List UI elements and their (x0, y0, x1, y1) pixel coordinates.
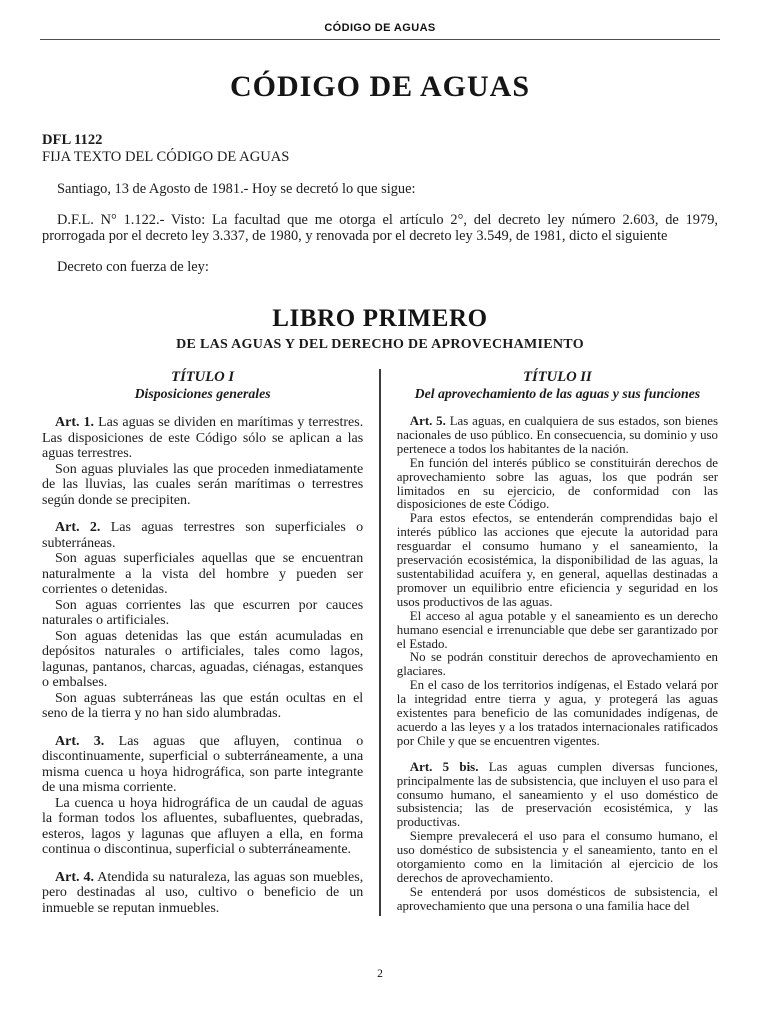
article-5 (397, 415, 718, 749)
book-heading (0, 305, 760, 353)
article-text: Las aguas, en cualquiera de sus estados, son bienes nacionales de uso público. En consecuencia, su dominio y uso pertenece a todos los habitantes de la nación. (396, 414, 719, 456)
article-5-bis (397, 761, 718, 914)
article-paragraph (42, 870, 363, 917)
running-header: CÓDIGO DE AGUAS (324, 22, 436, 34)
article-paragraph (397, 415, 718, 457)
article-paragraph: No se podrán constituir derechos de aprovechamiento en glaciares. (396, 650, 718, 679)
article-1 (42, 415, 363, 508)
article-text: Las aguas que afluyen, continua o discontinuamente, superficial o subterráneamente, a una misma cuenca u hoya hidrográfica, son parte integrante de una misma corriente. (42, 733, 364, 795)
right-column (381, 369, 718, 916)
decree-number: DFL 1122 (42, 132, 103, 148)
page-header (0, 0, 760, 40)
article-paragraph: Son aguas corrientes las que escurren por cauces naturales o artificiales. (42, 597, 364, 628)
article-paragraph (42, 520, 363, 551)
article-paragraph: Son aguas detenidas las que están acumuladas en depósitos naturales o artificiales, tales como lagos, lagunas, pantanos, charcas, aguadas, ciénagas, estanques o embalses. (42, 628, 364, 690)
article-text: Las aguas terrestres son superficiales o subterráneas. (42, 520, 364, 551)
article-4 (42, 870, 363, 917)
titulo-number: TÍTULO I (171, 369, 235, 385)
two-column-body (42, 369, 718, 916)
article-paragraph: Para estos efectos, se entenderán comprendidas bajo el interés público las acciones que ejecute la autoridad para resguardar el consumo humano y el saneamiento, la preservación ecosistémica, la disponibilidad de las aguas, la sustentabilidad acuífera y, en general, aquellas destinadas a promover un equilibrio entre eficiencia y seguridad en los usos productivos de las aguas. (396, 511, 718, 609)
article-paragraph (397, 761, 718, 831)
article-label: Art. 5 bis. (409, 759, 479, 774)
article-paragraph: Siempre prevalecerá el uso para el consumo humano, el uso doméstico de subsistencia y el saneamiento, tanto en el otorgamiento como en la limitación al ejercicio de los derechos de aprovechamiento. (396, 829, 718, 885)
article-paragraph: Son aguas subterráneas las que están ocultas en el seno de la tierra y no han sido alumbradas. (42, 690, 364, 721)
article-text: Las aguas cumplen diversas funciones, principalmente las de subsistencia, que incluyen el uso para el consumo humano, el saneamiento y el uso doméstico de subsistencia; las de preservación ecosistémica, y las productivas. (396, 759, 718, 830)
article-paragraph: En función del interés público se constituirán derechos de aprovechamiento sobre las aguas, los que podrán ser limitados en su ejercicio, de conformidad con las disposiciones de este Código. (396, 455, 718, 512)
intro-paragraph: D.F.L. N° 1.122.- Visto: La facultad que me otorga el artículo 2°, del decreto ley número 2.603, de 1979, prorrogada por el decreto ley 3.337, de 1980, y renovada por el decreto ley 3.549, de 1981, dicto el siguiente (42, 212, 718, 244)
intro-paragraph: Santiago, 13 de Agosto de 1981.- Hoy se decretó lo que sigue: (57, 181, 416, 197)
article-label: Art. 5. (409, 414, 446, 428)
article-paragraph: Son aguas pluviales las que proceden inmediatamente de las lluvias, las cuales serán marítimas o terrestres según donde se precipiten. (42, 461, 364, 508)
titulo-number: TÍTULO II (523, 369, 592, 385)
book-title: LIBRO PRIMERO (272, 305, 488, 332)
article-paragraph: La cuenca u hoya hidrográfica de un caudal de aguas la forman todos los afluentes, subafluentes, quebradas, esteros, lagos y lagunas que afluyen a ella, en forma continua o discontinua, superficial o subterráneamente. (42, 795, 364, 857)
titulo-subtitle: Del aprovechamiento de las aguas y sus funciones (414, 386, 701, 401)
article-text: Las aguas se dividen en marítimas y terrestres. Las disposiciones de este Código sólo se aplican a las aguas terrestres. (42, 415, 364, 461)
article-3 (42, 734, 363, 858)
left-column (42, 369, 379, 916)
decree-heading (42, 132, 718, 166)
article-paragraph (42, 415, 363, 462)
book-subtitle: DE LAS AGUAS Y DEL DERECHO DE APROVECHAMIENTO (176, 337, 584, 352)
article-label: Art. 2. (55, 520, 101, 535)
page-number: 2 (377, 968, 383, 980)
titulo-heading (397, 369, 718, 402)
article-paragraph (42, 734, 363, 796)
article-text: Atendida su naturaleza, las aguas son muebles, pero destinadas al uso, cultivo o beneficio de un inmueble se reputan inmuebles. (42, 869, 364, 916)
decree-subject: FIJA TEXTO DEL CÓDIGO DE AGUAS (42, 149, 290, 165)
document-title: CÓDIGO DE AGUAS (229, 70, 531, 103)
titulo-heading (42, 369, 363, 402)
article-label: Art. 4. (55, 869, 95, 885)
article-2 (42, 520, 363, 722)
article-paragraph: El acceso al agua potable y el saneamiento es un derecho humano esencial e irrenunciable que debe ser garantizado por el Estado. (396, 608, 718, 651)
article-paragraph: En el caso de los territorios indígenas, el Estado velará por la integridad entre tierra y agua, y protegerá las aguas existentes para beneficio de las comunidades indígenas, de acuerdo a las leyes y a los tratados internacionales ratificados por Chile y que se encuentren vigentes. (396, 678, 718, 748)
intro-paragraph: Decreto con fuerza de ley: (57, 259, 209, 275)
article-label: Art. 1. (55, 415, 95, 430)
article-label: Art. 3. (55, 733, 105, 749)
article-paragraph: Se entenderá por usos domésticos de subsistencia, el aprovechamiento que una persona o una familia hace del (396, 884, 718, 913)
header-rule (40, 39, 720, 40)
article-paragraph: Son aguas superficiales aquellas que se encuentran naturalmente a la vista del hombre y pueden ser corrientes o detenidas. (42, 551, 364, 597)
titulo-subtitle: Disposiciones generales (134, 386, 271, 401)
